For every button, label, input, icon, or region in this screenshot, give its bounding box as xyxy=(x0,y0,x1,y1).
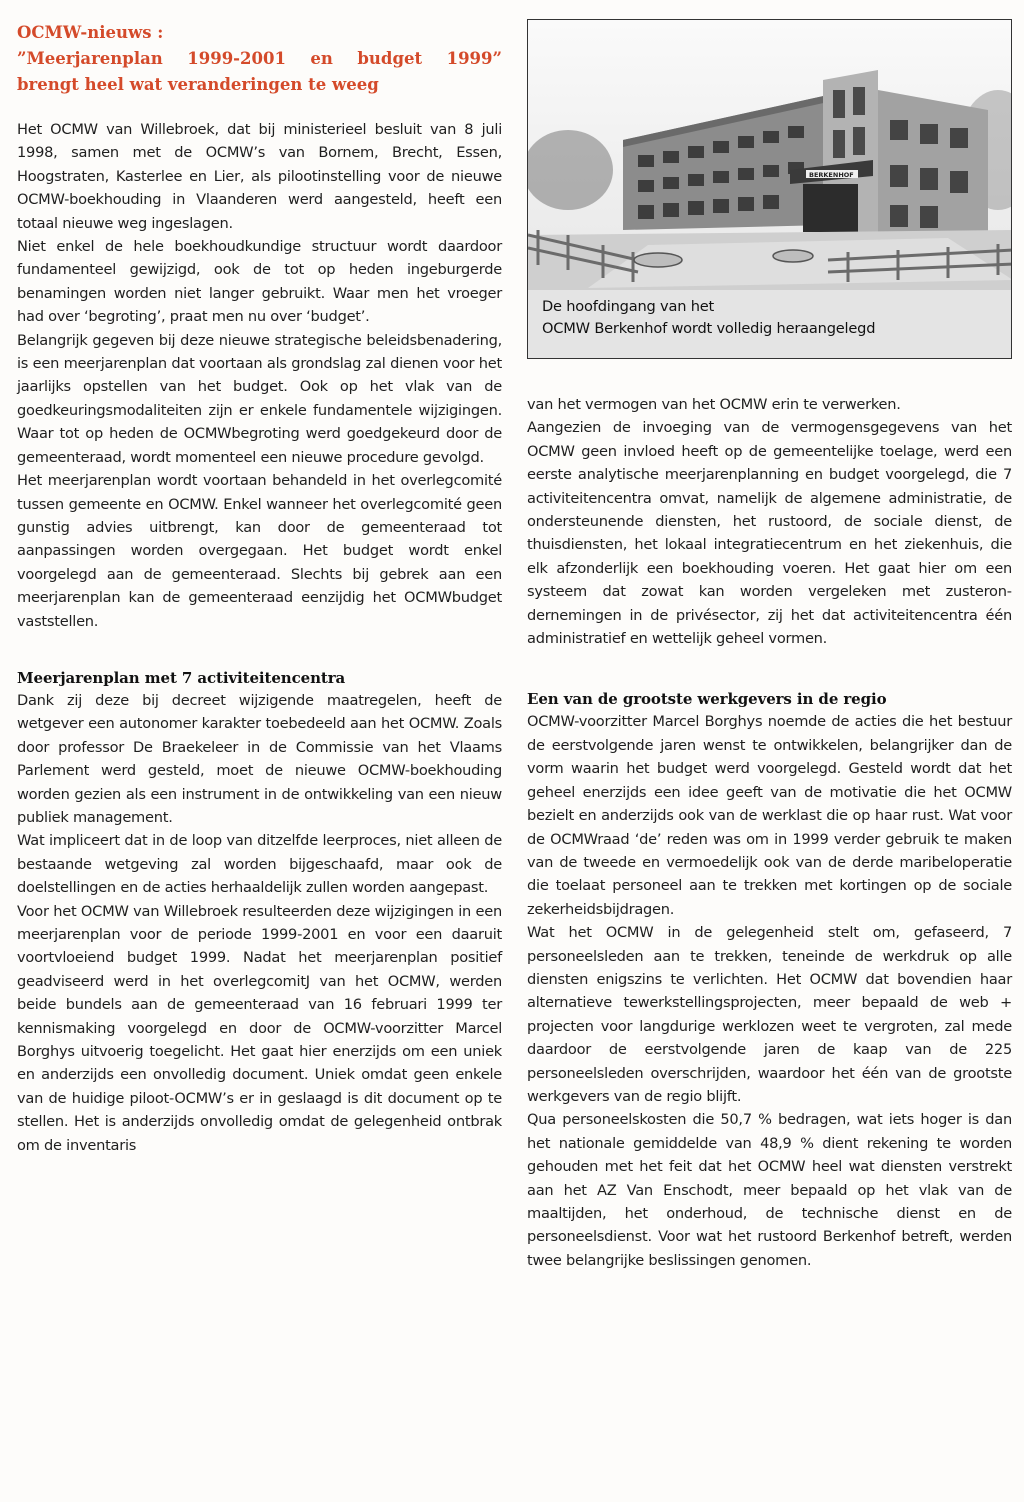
section-heading: Meerjarenplan met 7 activiteitencentra xyxy=(17,668,346,687)
paragraph: Voor het OCMW van Willebroek resulteerden deze wijzigingen in een meerjarenplan voor de periode 1999-2001 en voor een daaruit voortvloeiend budget 1999. Nadat het meerjarenplan positief geadviseerd werd in het overlegcomitJ van het OCMW, werden beide bundels aan de gemeenteraad van 16 februari 1999 ter kennismaking voorgelegd en door de OCMW-voorzitter Marcel Borghys uitvoerig toegelicht. Het gaat hier enerzijds om een uniek en anderzijds een onvolledig document. Uniek omdat geen enkele van de huidige piloot-OCMW’s er in geslaagd is dit document op te stellen. Het is anderzijds onvolledig omdat de gelegenheid ontbrak om de inventaris xyxy=(17,902,502,1154)
paragraph: Het OCMW van Willebroek, dat bij ministerieel besluit van 8 juli 1998, samen met de OCMW’s van Bornem, Brecht, Essen, Hoogstraten, Kasterlee en Lier, als pilootinstelling voor de nieuwe OCMW-boekhouding in Vlaanderen werd aangesteld, heeft een totaal nieuwe weg ingeslagen. xyxy=(17,121,502,232)
paragraph: OCMW-voorzitter Marcel Borghys noemde de acties die het bestuur de eerstvolgende jaren wenst te ontwikkelen, belangrijker dan de vorm waarin het budget werd voorgelegd. Gesteld wordt dat het geheel enerzijds een idee geeft van de motivatie die het OCMW bezielt en anderzijds ook van de werklast die op haar rust. Wat voor de OCMWraad ‘de’ reden was om in 1999 verder gebruik te maken van de tweede en vermoedelijk ook van de derde maribeloperatie die toelaat personeel aan te trekken met kortingen op de sociale zekerheidsbijdragen. xyxy=(527,713,1012,918)
title-kicker: OCMW-nieuws : xyxy=(17,23,164,42)
caption-line: OCMW Berkenhof wordt volledig heraangelegd xyxy=(542,320,876,337)
photo-caption xyxy=(542,296,875,340)
paragraph: van het vermogen van het OCMW erin te verwerken. xyxy=(527,396,901,413)
left-column xyxy=(17,118,502,1157)
title-main: ”Meerjarenplan 1999-2001 en budget 1999” xyxy=(17,49,502,68)
paragraph: Dank zij deze bij decreet wijzigende maatregelen, heeft de wetgever een autonomer karakter toebedeeld aan het OCMW. Zoals door professor De Braekeleer in de Commissie van het Vlaams Parlement werd gesteld, moet de nieuwe OCMW-boekhouding worden gezien als een instrument in de ontwikkeling van een nieuw publiek management. xyxy=(17,691,502,826)
paragraph: Qua personeelskosten die 50,7 % bedragen, wat iets hoger is dan het nationale gemiddelde van 48,9 % dient rekening te worden gehouden met het feit dat het OCMW heel wat diensten verstrekt aan het AZ Van Enschodt, meer bepaald op het vlak van de maaltijden, het onderhoud, de technische dienst en de personeelsdienst. Voor wat het rustoord Berkenhof betreft, werden twee belangrijke beslissingen genomen. xyxy=(527,1111,1012,1269)
paragraph: Wat het OCMW in de gelegenheid stelt om, gefaseerd, 7 personeelsleden aan te trekken, teneinde de werkdruk op alle diensten enigszins te verlichten. Het OCMW dat bovendien haar alternatieve tewerkstellingsprojecten, meer bepaald de web + projecten voor langdurige werklozen weet te vergroten, zal mede daardoor de eerstvolgende jaren de kaap van de 225 personeelsleden overschrijden, waardoor het één van de grootste werkgevers van de regio blijft. xyxy=(527,924,1012,1105)
paragraph: Aangezien de invoeging van de vermogensgegevens van het OCMW geen invloed heeft op de gemeentelijke toelage, werd een eerste analytische meerjarenplanning en budget voorgelegd, die 7 activiteitencentra omvat, namelijk de algemene administratie, de ondersteunende diensten, het rustoord, de sociale dienst, de thuisdiensten, het lokaal integratiecentrum en het ziekenhuis, die elk afzonderlijk een boekhouding voeren. Het gaat hier om een systeem dat zowat kan worden vergeleken met zusterondernemingen in de privésector, zij het dat activiteitencentra één administratief en wettelijk geheel vormen. xyxy=(527,419,1012,648)
paragraph: Belangrijk gegeven bij deze nieuwe strategische beleidsbenadering, is een meerjarenplan dat voortaan als grondslag zal dienen voor het jaarlijks opstellen van het budget. Ook op het vlak van de goedkeuringsmodaliteiten zijn er enkele fundamentele wijzigingen. Waar tot op heden de OCMWbegroting werd goedgekeurd door de gemeenteraad, wordt momenteel een nieuwe procedure gevolgd. xyxy=(17,331,502,466)
right-column xyxy=(527,393,1012,1272)
title-sub: brengt heel wat veranderingen te weeg xyxy=(17,75,379,94)
caption-line: De hoofdingang van het xyxy=(542,298,715,315)
entrance-sign: BERKENHOF xyxy=(809,171,854,179)
paragraph: Niet enkel de hele boekhoudkundige structuur wordt daardoor fundamenteel gewijzigd, ook de tot op heden ingeburgerde benamingen worden niet langer gebruikt. Waar men het vroeger had over ‘begroting’, praat men nu over ‘budget’. xyxy=(17,238,502,326)
section-heading: Een van de grootste werkgevers in de regio xyxy=(527,690,887,709)
paragraph: Wat impliceert dat in de loop van ditzelfde leerproces, niet alleen de bestaande wetgeving zal worden bijgeschaafd, maar ook de doelstellingen en de acties herhaaldelijk zullen worden aangepast. xyxy=(17,832,502,897)
paragraph: Het meerjarenplan wordt voortaan behandeld in het overlegcomité tussen gemeente en OCMW. Enkel wanneer het overlegcomité geen gunstig advies uitbrengt, kan door de gemeenteraad tot aanpassingen worden overgegaan. Het budget wordt enkel voorgelegd aan de gemeenteraad. Slechts bij gebrek aan een meerjarenplan kan de gemeenteraad eenzijdig het OCMWbudget vaststellen. xyxy=(17,472,502,630)
building-photo xyxy=(527,19,1012,359)
article-title xyxy=(17,20,502,98)
